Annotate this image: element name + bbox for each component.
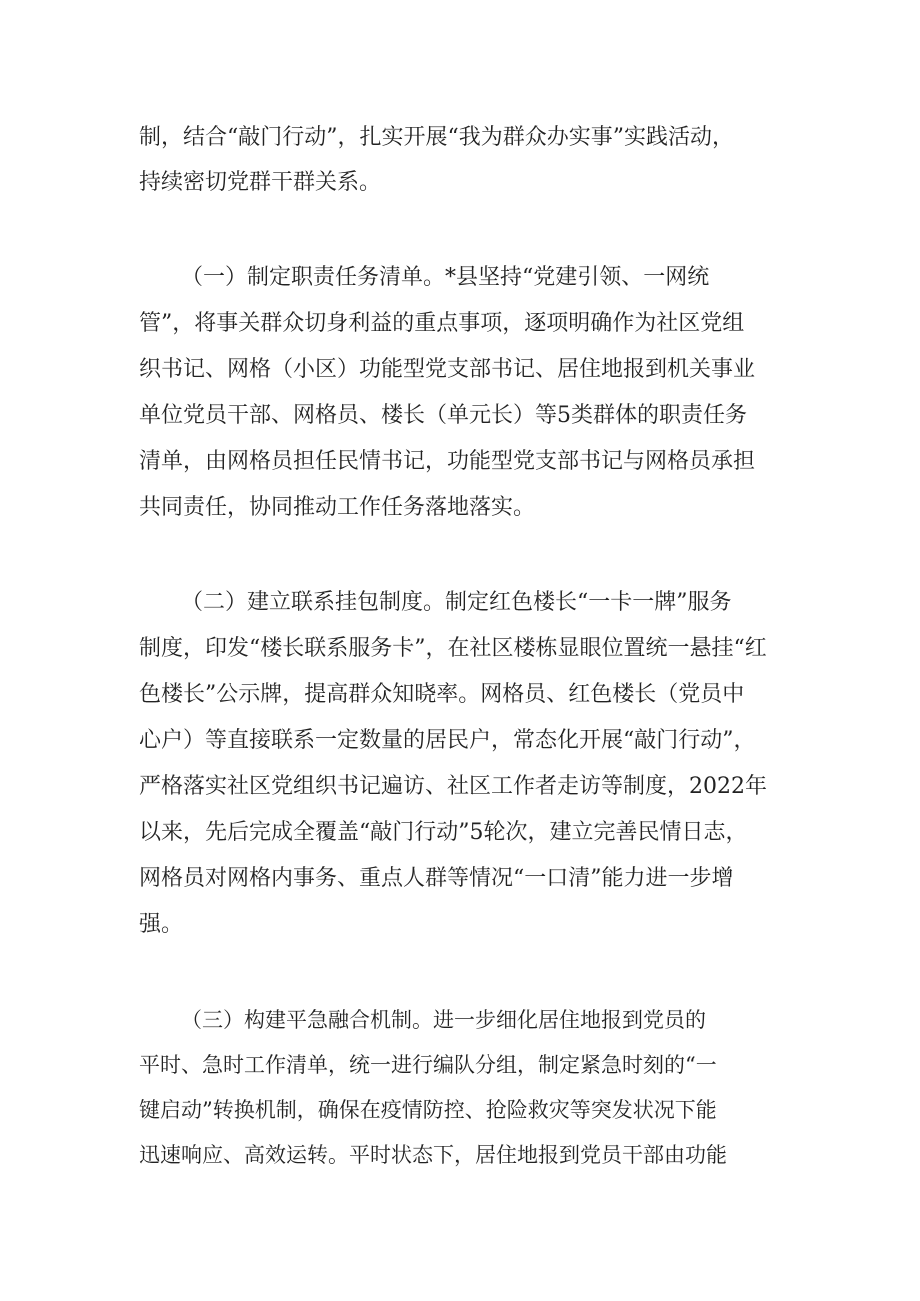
text-line: 清单，由网格员担任民情书记，功能型党支部书记与网格员承担 [139, 449, 756, 474]
text-line: 色楼长”公示牌，提高群众知晓率。网格员、红色楼长（党员中 [139, 682, 745, 707]
text-line: 严格落实社区党组织书记遍访、社区工作者走访等制度，2022年 [139, 774, 767, 799]
section-heading-line: （一）制定职责任务清单。*县坚持“党建引领、一网统 [181, 265, 710, 290]
text-line: 共同责任，协同推动工作任务落地落实。 [139, 495, 536, 520]
text-line: 单位党员干部、网格员、楼长（单元长）等5类群体的职责任务 [139, 403, 747, 428]
section-heading-line: （二）建立联系挂包制度。制定红色楼长“一卡一牌”服务 [181, 590, 732, 615]
text-line: 平时、急时工作清单，统一进行编队分组，制定紧急时刻的“一 [139, 1053, 717, 1077]
text-line: 以来，先后完成全覆盖“敲门行动”5轮次，建立完善民情日志， [139, 820, 748, 845]
text-line: 管”，将事关群众切身利益的重点事项，逐项明确作为社区党组 [139, 311, 745, 336]
section-heading-line: （三）构建平急融合机制。进一步细化居住地报到党员的 [181, 1008, 706, 1032]
text-line: 心户）等直接联系一定数量的居民户，常态化开展“敲门行动”， [139, 728, 756, 753]
text-line: 制，结合“敲门行动”，扎实开展“我为群众办实事”实践活动， [139, 125, 734, 150]
text-line: 制度，印发“楼长联系服务卡”，在社区楼栋显眼位置统一悬挂“红 [139, 636, 767, 661]
text-line: 持续密切党群干群关系。 [139, 170, 382, 195]
text-line: 键启动”转换机制，确保在疫情防控、抢险救灾等突发状况下能 [139, 1098, 717, 1122]
text-line: 强。 [139, 912, 184, 937]
text-line: 网格员对网格内事务、重点人群等情况“一口清”能力进一步增 [139, 866, 734, 891]
text-line: 织书记、网格（小区）功能型党支部书记、居住地报到机关事业 [139, 357, 756, 382]
text-line: 迅速响应、高效运转。平时状态下，居住地报到党员干部由功能 [139, 1143, 727, 1167]
